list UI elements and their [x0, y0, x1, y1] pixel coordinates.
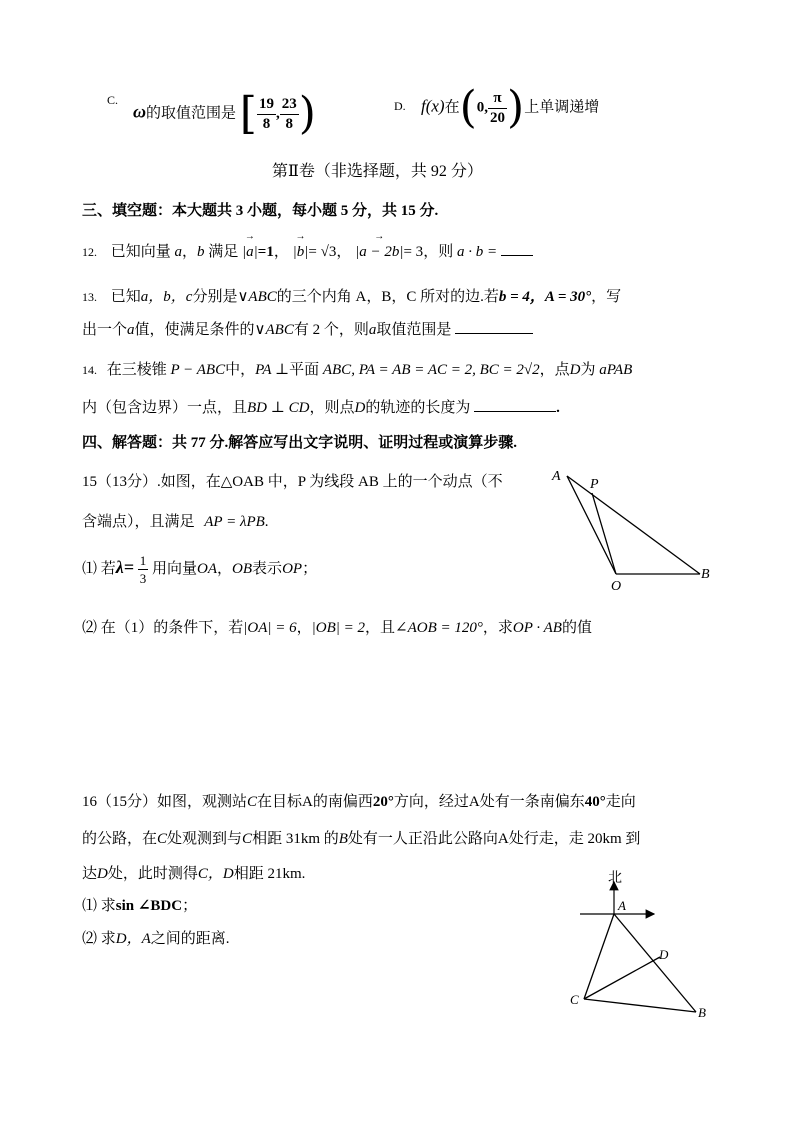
question-16-line-3: 达D处，此时测得C，D相距 21km. — [82, 866, 306, 882]
segment-cd — [584, 957, 660, 999]
triangle-oab-figure — [548, 462, 718, 592]
volume-two-title: 第Ⅱ卷（非选择题，共 92 分） — [272, 163, 483, 180]
question-15-part-1: ⑴ 若λ= $\frac{1}{3}$ 用向量OA，OB表示OP； — [82, 553, 318, 586]
question-16-line-2: 的公路，在C处观测到与C相距 31km 的B处有一人正沿此公路向A处行走，走 20km 到 — [82, 831, 641, 847]
section-four-heading: 四、解答题：共 77 分.解答应写出文字说明、证明过程或演算步骤. — [82, 435, 518, 451]
left-bracket: [ — [239, 88, 257, 139]
question-12: 12. 已知向量 a，b 满足 → |a|=1， → |b|= √3， → |a − 2b|= 3，则 a · b = — [82, 240, 533, 261]
question-16-part-1: ⑴ 求sin ∠BDC； — [82, 898, 198, 914]
right-paren: ) — [298, 88, 316, 139]
answer-blank-13[interactable] — [455, 333, 533, 334]
label-a: A — [618, 898, 626, 913]
label-o: O — [611, 579, 622, 592]
fx-symbol: f(x) — [421, 96, 445, 116]
question-16-part-2: ⑵ 求D，A之间的距离. — [82, 931, 230, 947]
segment-ab — [567, 476, 700, 574]
label-p: P — [590, 477, 599, 492]
segment-ab-road — [614, 914, 696, 1012]
option-d-text: 上单调递增 — [524, 99, 600, 116]
fraction-23-8: $\frac{23}{8}$ — [281, 95, 297, 132]
question-15-line-2: 含端点），且满足 AP = λPB. — [82, 514, 269, 530]
observation-station-figure — [566, 868, 722, 1024]
option-c-content: ω的取值范围是 [ $\frac{19}{8}$ , $\frac{23}{8}$ ) — [133, 88, 316, 139]
option-c — [107, 92, 118, 109]
fraction-19-8: $\frac{19}{8}$ — [258, 95, 274, 132]
fraction-1-3: $\frac{1}{3}$ — [139, 553, 147, 586]
fraction-pi-20: $\frac{\pi}{20}$ — [490, 89, 506, 126]
answer-blank-14[interactable] — [474, 411, 556, 412]
omega-symbol: ω — [133, 101, 147, 122]
label-a: A — [552, 469, 561, 484]
option-d-letter: D. — [394, 99, 406, 113]
option-d-content: f(x)在(0, $\frac{\pi}{20}$ )上单调递增 — [421, 82, 600, 133]
label-c: C — [570, 992, 579, 1007]
question-15-line-1: 15（13分）.如图，在△OAB 中，P 为线段 AB 上的一个动点（不 — [82, 474, 503, 490]
label-north: 北 — [608, 871, 622, 886]
question-14-line-1: 14. 在三棱锥 P − ABC中，PA ⊥平面 ABC, PA = AB = AC = 2, BC = 2√2，点D为 aPAB — [82, 362, 633, 378]
segment-ac — [584, 914, 614, 999]
option-c-text: 的取值范围是 — [146, 105, 237, 122]
question-13-line-1: 13. 已知a，b，c分别是∨ABC的三个内角 A，B，C 所对的边.若b = 4，A = 30°，写 — [82, 289, 622, 305]
answer-blank-12[interactable] — [501, 255, 533, 256]
section-three-heading: 三、填空题：本大题共 3 小题，每小题 5 分，共 15 分. — [82, 203, 439, 219]
label-b: B — [698, 1005, 706, 1020]
label-b: B — [701, 567, 710, 582]
segment-cb — [584, 999, 696, 1012]
option-c-letter: C. — [107, 93, 119, 107]
question-13-line-2: 出一个a值，使满足条件的∨ABC有 2 个，则a取值范围是 — [82, 318, 533, 339]
question-15-part-2: ⑵ 在（1）的条件下，若|OA| = 6，|OB| = 2，且∠AOB = 120°，求OP · AB的值 — [82, 620, 592, 636]
label-d: D — [659, 947, 669, 962]
question-16-line-1: 16（15分）如图，观测站C在目标A的南偏西20°方向，经过A处有一条南偏东40°走向 — [82, 794, 636, 810]
option-d — [394, 98, 406, 115]
question-14-line-2: 内（包含边界）一点，且BD ⊥ CD，则点D的轨迹的长度为 . — [82, 400, 560, 416]
